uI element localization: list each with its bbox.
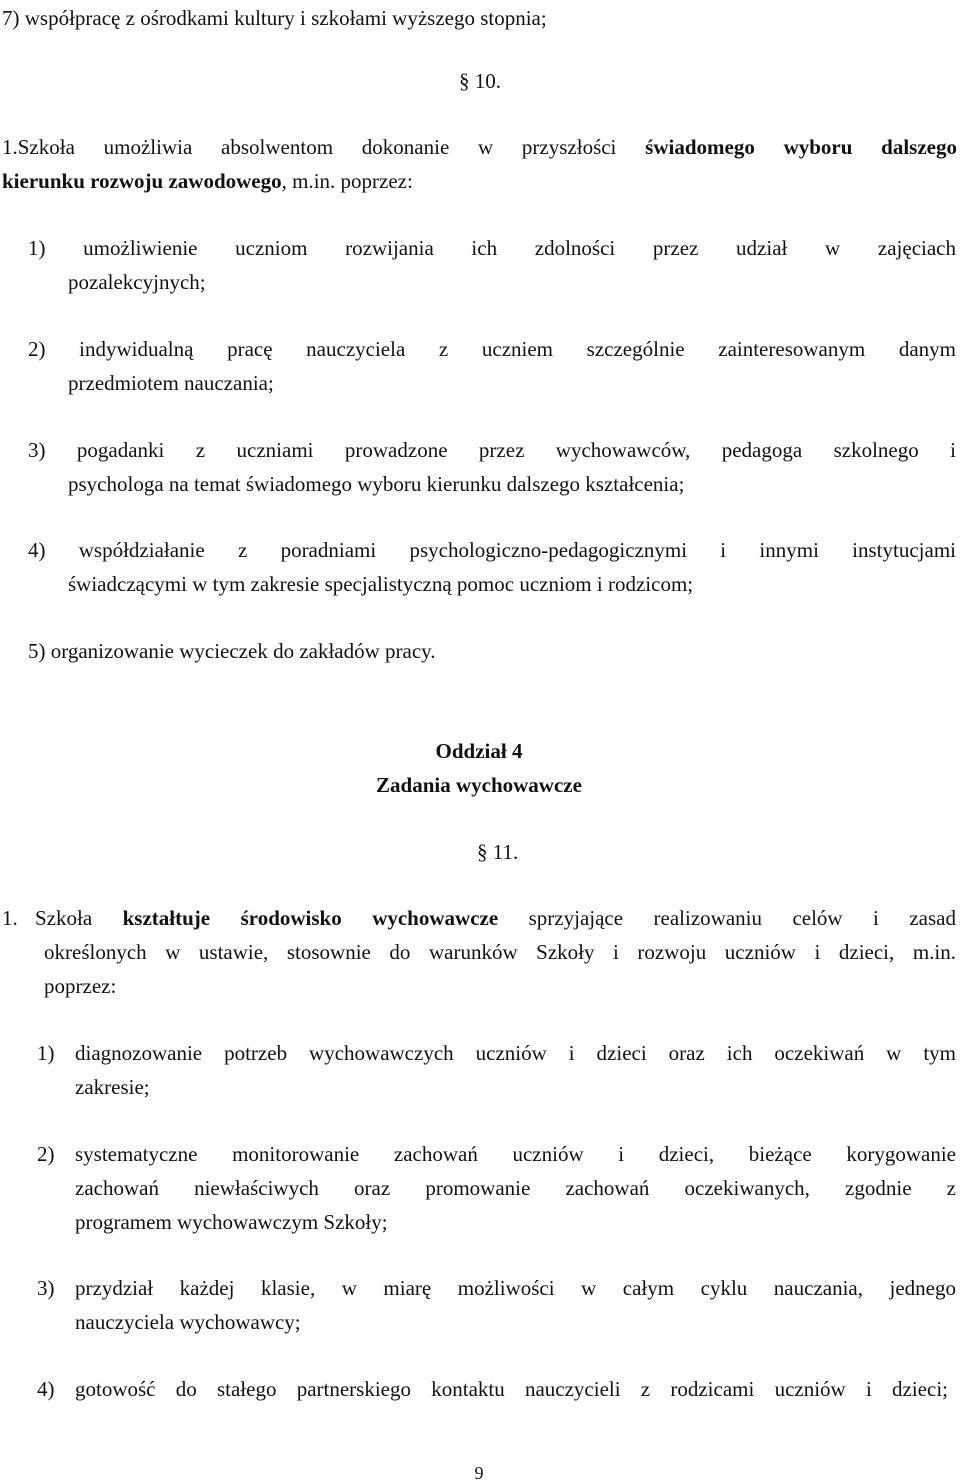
section10-item-1-line2: pozalekcyjnych; (68, 270, 206, 294)
section11-item-3-line2: nauczyciela wychowawcy; (75, 1310, 301, 1334)
section-sign-10: § 10. (459, 69, 501, 93)
section11-p1-line1: Szkoła kształtuje środowisko wychowawcze sprzyjające realizowaniu celów i zasad (35, 906, 956, 930)
section10-item-2-line1: 2) indywidualną pracę nauczyciela z uczniem szczególnie zainteresowanym danym (28, 337, 956, 361)
section10-item-5: 5) organizowanie wycieczek do zakładów pracy. (28, 639, 436, 663)
section10-item-3-line2: psychologa na temat świadomego wyboru kierunku dalszego kształcenia; (68, 472, 685, 496)
section11-item-2-line1: systematyczne monitorowanie zachowań uczniów i dzieci, bieżące korygowanie (75, 1142, 956, 1166)
section11-p1-number: 1. (2, 906, 18, 930)
chapter-title: Oddział 4 (435, 739, 523, 763)
section11-item-1-number: 1) (37, 1041, 55, 1065)
section11-item-3-line1: przydział każdej klasie, w miarę możliwości w całym cyklu nauczania, jednego (75, 1276, 956, 1300)
list-item-7: 7) współpracę z ośrodkami kultury i szkołami wyższego stopnia; (2, 6, 547, 30)
section10-intro-line2: kierunku rozwoju zawodowego, m.in. poprzez: (2, 169, 413, 193)
page-number: 9 (474, 1463, 484, 1483)
section11-item-2-number: 2) (37, 1142, 55, 1166)
section10-item-4-line1: 4) współdziałanie z poradniami psychologiczno-pedagogicznymi i innymi instytucjami (28, 538, 956, 562)
section10-item-1-line1: 1) umożliwienie uczniom rozwijania ich zdolności przez udział w zajęciach (28, 236, 956, 260)
section11-item-4-number: 4) (37, 1377, 55, 1401)
section11-p1-line2: określonych w ustawie, stosownie do warunków Szkoły i rozwoju uczniów i dzieci, m.in. (44, 940, 956, 964)
section10-intro-line1: 1.Szkoła umożliwia absolwentom dokonanie w przyszłości świadomego wyboru dalszego (2, 135, 957, 159)
section11-item-3-number: 3) (37, 1276, 55, 1300)
section10-item-2-line2: przedmiotem nauczania; (68, 371, 274, 395)
section11-item-1-line2: zakresie; (75, 1075, 150, 1099)
section11-p1-line3: poprzez: (44, 974, 117, 998)
section11-item-1-line1: diagnozowanie potrzeb wychowawczych uczniów i dzieci oraz ich oczekiwań w tym (75, 1041, 956, 1065)
section10-item-3-line1: 3) pogadanki z uczniami prowadzone przez wychowawców, pedagoga szkolnego i (28, 438, 956, 462)
section11-item-2-line2: zachowań niewłaściwych oraz promowanie zachowań oczekiwanych, zgodnie z (75, 1176, 956, 1200)
section-sign-11: § 11. (477, 840, 519, 864)
section10-item-4-line2: świadczącymi w tym zakresie specjalistyczną pomoc uczniom i rodzicom; (68, 572, 694, 596)
chapter-subtitle: Zadania wychowawcze (376, 773, 582, 797)
section11-item-4-line1: gotowość do stałego partnerskiego kontaktu nauczycieli z rodzicami uczniów i dzieci; (75, 1377, 948, 1401)
section11-item-2-line3: programem wychowawczym Szkoły; (75, 1210, 388, 1234)
